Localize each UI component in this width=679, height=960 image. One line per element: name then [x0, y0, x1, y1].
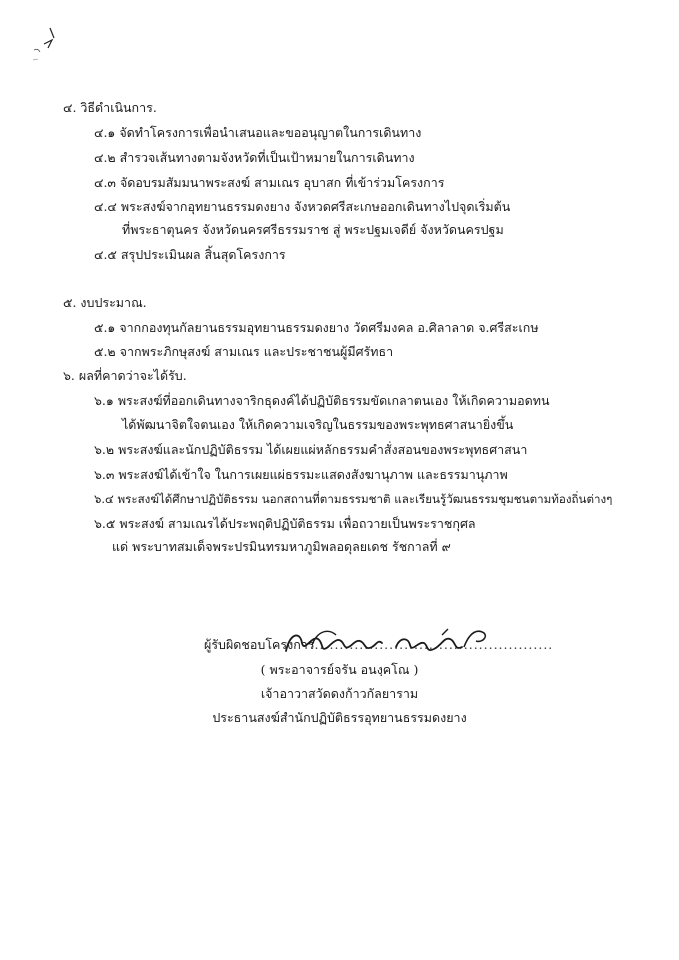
section6-item-5: ๖.๕ พระสงฆ์ สามเณรได้ประพฤติปฏิบัติธรรม เพื่อถวายเป็นพระราชกุศล: [94, 516, 476, 531]
section6-item-4: ๖.๔ พระสงฆ์ได้ศึกษาปฏิบัติธรรม นอกสถานที่ตามธรรมชาติ และเรียนรู้วัฒนธรรมชุมชนตามท้องถิ่นต่างๆ: [94, 492, 613, 506]
section4-item-4-cont: ที่พระธาตุนคร จังหวัดนครศรีธรรมราช สู่ พระปฐมเจดีย์ จังหวัดนครปฐม: [122, 222, 504, 237]
section6-item-1: ๖.๑ พระสงฆ์ที่ออกเดินทางจาริกธุดงค์ได้ปฏิบัติธรรมขัดเกลาตนเอง ให้เกิดความอดทน: [94, 393, 550, 408]
section4-item-2: ๔.๒ สำรวจเส้นทางตามจังหวัดที่เป็นเป้าหมายในการเดินทาง: [94, 150, 415, 165]
section6-item-1-cont: ได้พัฒนาจิตใจตนเอง ให้เกิดความเจริญในธรรมของพระพุทธศาสนายิ่งขึ้น: [122, 417, 514, 432]
section6-item-3: ๖.๓ พระสงฆ์ได้เข้าใจ ในการเผยแผ่ธรรมะแสดงสังฆานุภาพ และธรรมานุภาพ: [94, 467, 508, 482]
section5-heading: ๕. งบประมาณ.: [63, 295, 147, 310]
pen-mark-icon: [30, 26, 60, 66]
handwritten-signature: [278, 625, 498, 665]
section6-item-2: ๖.๒ พระสงฆ์และนักปฏิบัติธรรม ได้เผยแผ่หลักธรรมคำสั่งสอนของพระพุทธศาสนา: [94, 442, 528, 457]
signature-label: ผู้รับผิดชอบโครงการ................................................: [204, 637, 554, 652]
signatory-name: ( พระอาจารย์จรัน อนงฺคโณ ): [260, 662, 419, 677]
section4-heading: ๔. วิธีดำเนินการ.: [63, 100, 157, 115]
section4-item-3: ๔.๓ จัดอบรมสัมมนาพระสงฆ์ สามเณร อุบาสก ที่เข้าร่วมโครงการ: [94, 175, 445, 190]
section5-item-2: ๕.๒ จากพระภิกษุสงฆ์ สามเณร และประชาชนผู้มีศรัทธา: [94, 344, 394, 359]
signatory-title-1: เจ้าอาวาสวัดดงก้าวกัลยาราม: [260, 686, 419, 701]
section4-item-1: ๔.๑ จัดทำโครงการเพื่อนำเสนอและขออนุญาตในการเดินทาง: [94, 125, 422, 140]
signatory-title-2: ประธานสงฆ์สำนักปฏิบัติธรรอุทยานธรรมดงยาง: [212, 710, 467, 725]
section6-item-5-cont: แด่ พระบาทสมเด็จพระปรมินทรมหาภูมิพลอดุลยเดช รัชกาลที่ ๙: [112, 539, 451, 554]
section4-item-4: ๔.๔ พระสงฆ์จากอุทยานธรรมดงยาง จังหวดศรีสะเกษออกเดินทางไปจุดเริ่มต้น: [94, 199, 511, 214]
section4-item-5: ๔.๕ สรุปประเมินผล สิ้นสุดโครงการ: [94, 247, 286, 262]
section6-heading: ๖. ผลที่คาดว่าจะได้รับ.: [63, 368, 187, 383]
section5-item-1: ๕.๑ จากกองทุนกัลยานธรรมอุทยานธรรมดงยาง วัดศรีมงคล อ.ศิลาลาด จ.ศรีสะเกษ: [94, 320, 539, 335]
